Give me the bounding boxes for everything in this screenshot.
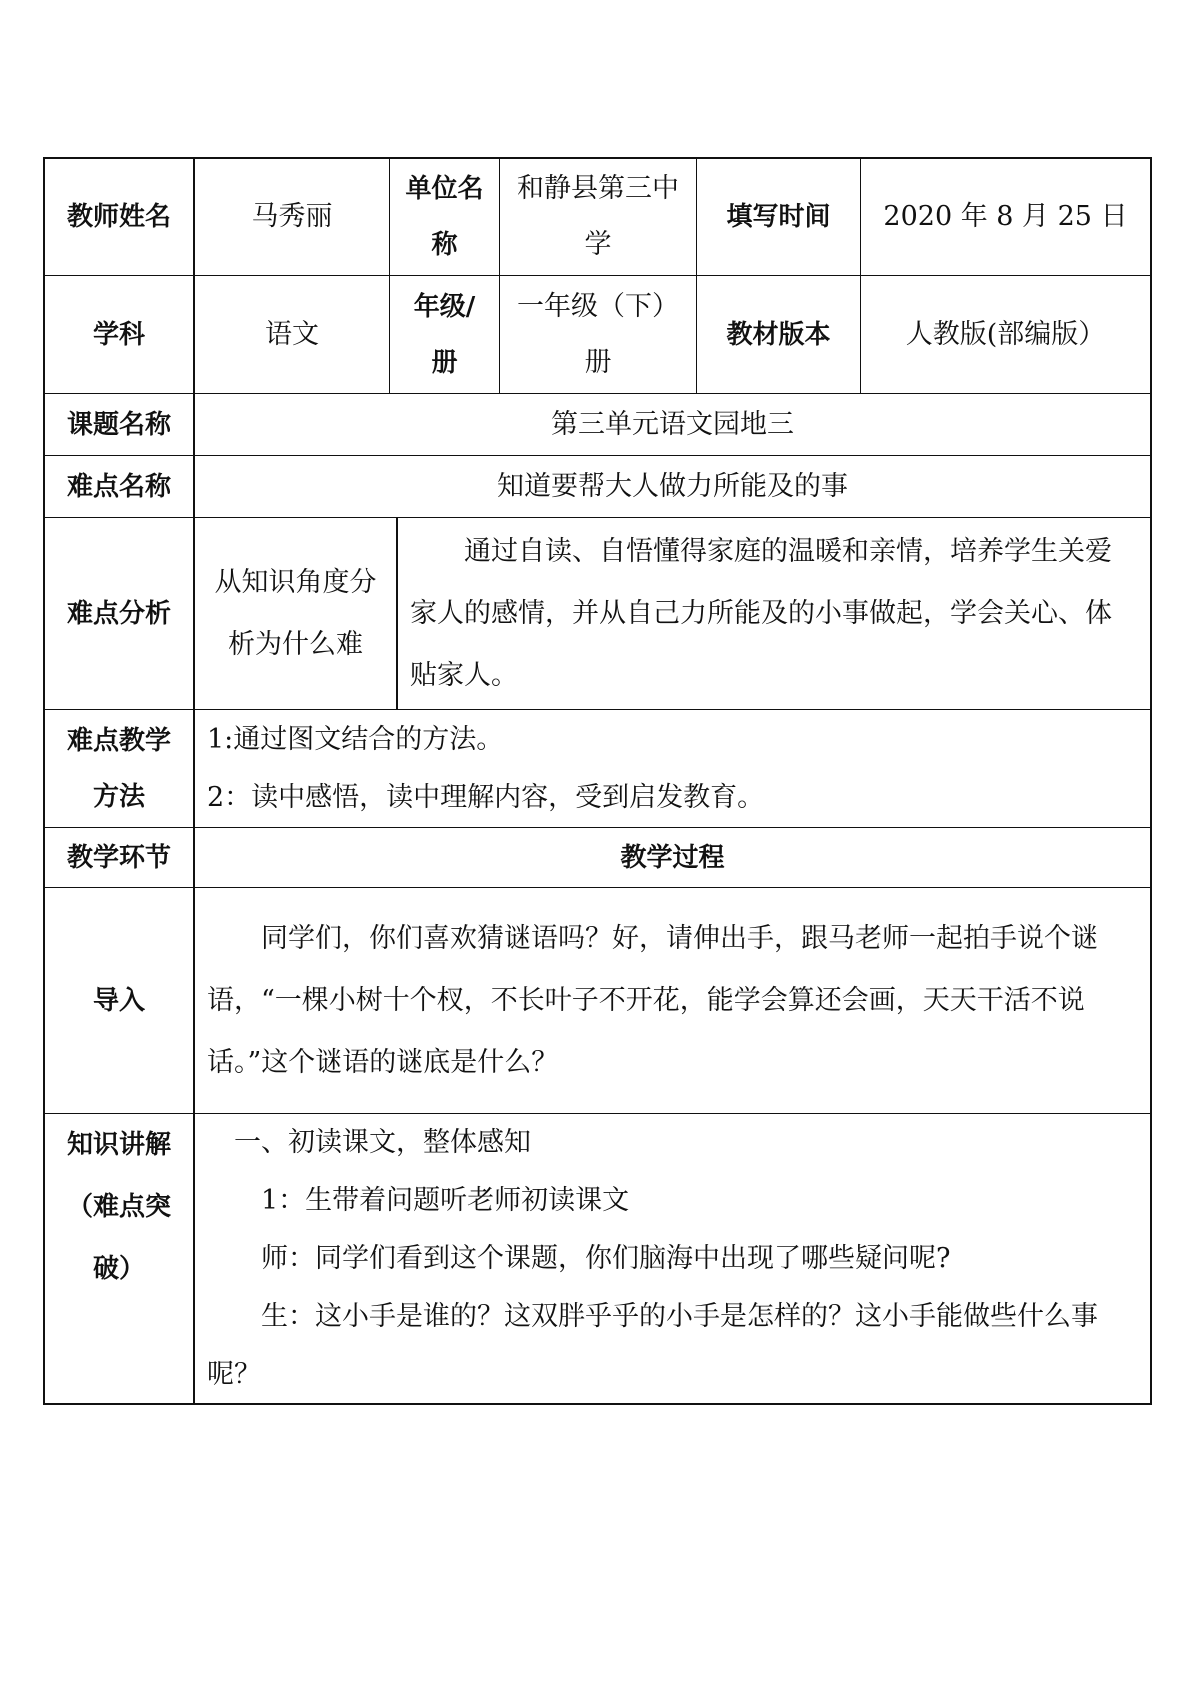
knowledge-line-3: 师：同学们看到这个课题，你们脑海中出现了哪些疑问呢? (261, 1243, 951, 1274)
process-label: 教学过程 (620, 842, 725, 873)
method-label: 难点教学方法 (45, 710, 195, 827)
table-row-difficulty (43, 455, 1152, 517)
difficulty-value: 知道要帮大人做力所能及的事 (497, 470, 848, 502)
grade-label: 年级/册 (390, 276, 500, 393)
subject-label: 学科 (45, 276, 195, 393)
table-row-intro (43, 887, 1152, 1113)
lesson-plan-table (43, 157, 1152, 1405)
intro-text-cell (195, 888, 1150, 1113)
edition-label: 教材版本 (697, 276, 861, 393)
analysis-sub-label: 从知识角度分析为什么难 (195, 518, 398, 709)
teacher-name-label: 教师姓名 (45, 159, 195, 275)
analysis-label: 难点分析 (45, 518, 195, 709)
teacher-name-value: 马秀丽 (195, 159, 390, 275)
knowledge-line-4: 生：这小手是谁的？这双胖乎乎的小手是怎样的？这小手能做些什么事呢？ (207, 1301, 1098, 1390)
fill-time-value: 2020 年 8 月 25 日 (883, 201, 1128, 232)
process-stage-label: 教学环节 (45, 828, 195, 887)
difficulty-label: 难点名称 (45, 456, 195, 517)
table-row-teacher (43, 157, 1152, 275)
intro-label: 导入 (45, 888, 195, 1113)
table-row-method (43, 709, 1152, 827)
unit-name-value: 和静县第三中学 (500, 159, 697, 275)
method-item-1: 1:通过图文结合的方法。 (207, 723, 504, 755)
table-row-analysis (43, 517, 1152, 709)
analysis-text: 通过自读、自悟懂得家庭的温暖和亲情，培养学生关爱家人的感情，并从自己力所能及的小事做起，学会关心、体贴家人。 (410, 535, 1112, 691)
knowledge-line-2: 1：生带着问题听老师初读课文 (261, 1185, 630, 1216)
method-items (195, 710, 1150, 827)
table-row-process-header (43, 827, 1152, 887)
table-row-subject (43, 275, 1152, 393)
method-item-2: 2：读中感悟，读中理解内容，受到启发教育。 (207, 781, 765, 813)
grade-value: 一年级（下）册 (500, 276, 697, 393)
knowledge-text-cell (195, 1114, 1150, 1403)
unit-name-label: 单位名称 (390, 159, 500, 275)
intro-text: 同学们，你们喜欢猜谜语吗？好，请伸出手，跟马老师一起拍手说个谜语，“一棵小树十个杈，不长叶子不开花，能学会算还会画，天天干活不说话。”这个谜语的谜底是什么？ (207, 922, 1098, 1078)
knowledge-line-1: 一、初读课文，整体感知 (234, 1127, 531, 1158)
topic-label: 课题名称 (45, 394, 195, 455)
table-row-knowledge (43, 1113, 1152, 1405)
table-row-topic (43, 393, 1152, 455)
subject-value: 语文 (195, 276, 390, 393)
knowledge-label: 知识讲解（难点突破） (45, 1114, 195, 1403)
fill-time-label: 填写时间 (697, 159, 861, 275)
topic-value: 第三单元语文园地三 (551, 408, 794, 440)
analysis-text-cell (398, 518, 1150, 709)
edition-value: 人教版(部编版） (905, 318, 1106, 350)
